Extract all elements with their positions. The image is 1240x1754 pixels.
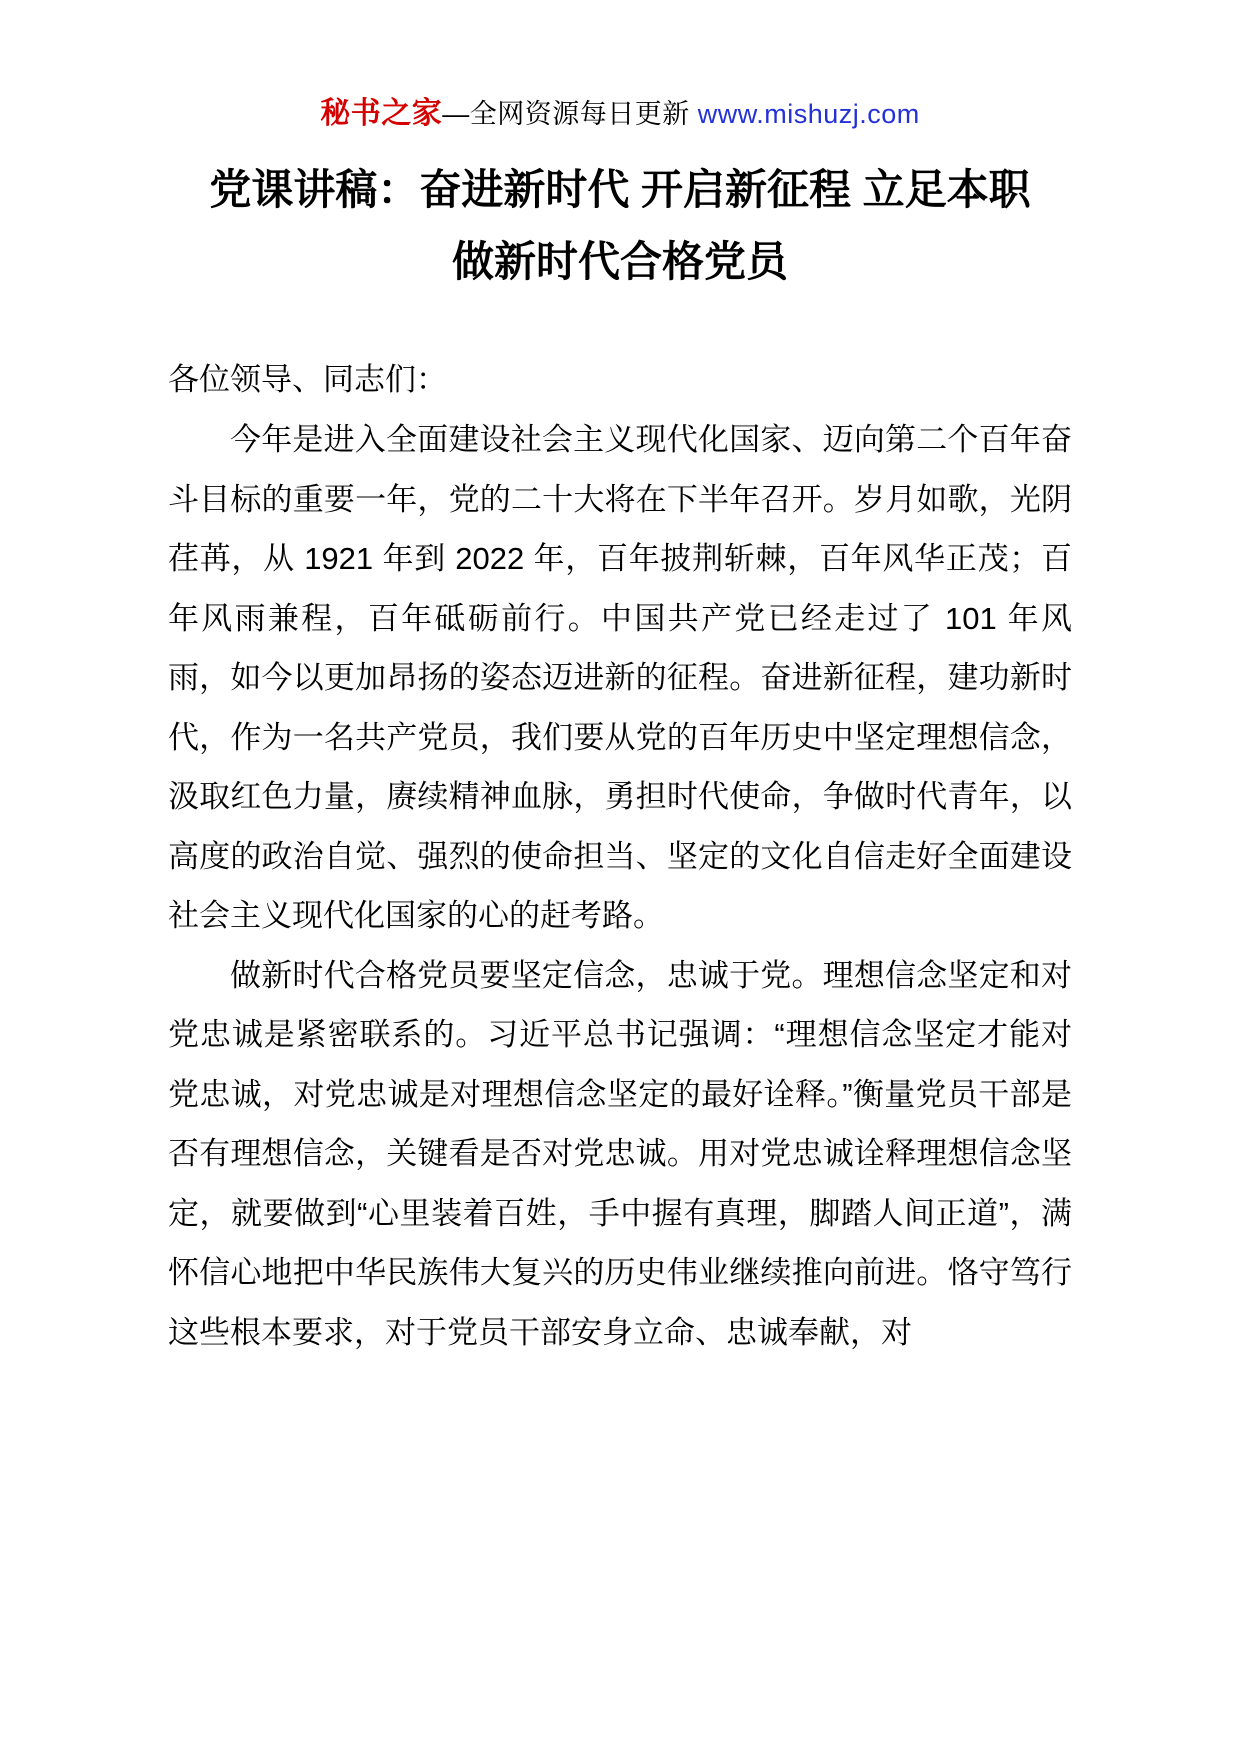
- paragraph-salutation: 各位领导、同志们：: [168, 362, 447, 398]
- document-body: [168, 350, 1072, 1362]
- site-url-link[interactable]: www.mishuzj.com: [697, 99, 920, 129]
- site-header: [168, 88, 1072, 132]
- document-title: 党课讲稿：奋进新时代 开启新征程 立足本职做新时代合格党员: [209, 166, 1031, 286]
- site-header-tagline: —全网资源每日更新: [442, 99, 698, 129]
- site-name: 秘书之家: [320, 97, 443, 130]
- paragraph-intro: 今年是进入全面建设社会主义现代化国家、迈向第二个百年奋斗目标的重要一年，党的二十大将在下半年召开。岁月如歌，光阴荏苒，从 1921 年到 2022 年，百年披荆斩棘，百年风华正茂；百年风雨兼程，百年砥砺前行。中国共产党已经走过了 101 年风雨，如今以更加昂扬的姿态迈进新的征程。奋进新征程，建功新时代，作为一名共产党员，我们要从党的百年历史中坚定理想信念，汲取红色力量，赓续精神血脉，勇担时代使命，争做时代青年，以高度的政治自觉、强烈的使命担当、坚定的文化自信走好全面建设社会主义现代化国家的心的赶考路。: [168, 421, 1072, 934]
- paragraph-loyalty: 做新时代合格党员要坚定信念，忠诚于党。理想信念坚定和对党忠诚是紧密联系的。习近平总书记强调：“理想信念坚定才能对党忠诚，对党忠诚是对理想信念坚定的最好诠释。”衡量党员干部是否有理想信念，关键看是否对党忠诚。用对党忠诚诠释理想信念坚定，就要做到“心里装着百姓，手中握有真理，脚踏人间正道”，满怀信心地把中华民族伟大复兴的历史伟业继续推向前进。恪守笃行这些根本要求，对于党员干部安身立命、忠诚奉献，对: [168, 957, 1072, 1350]
